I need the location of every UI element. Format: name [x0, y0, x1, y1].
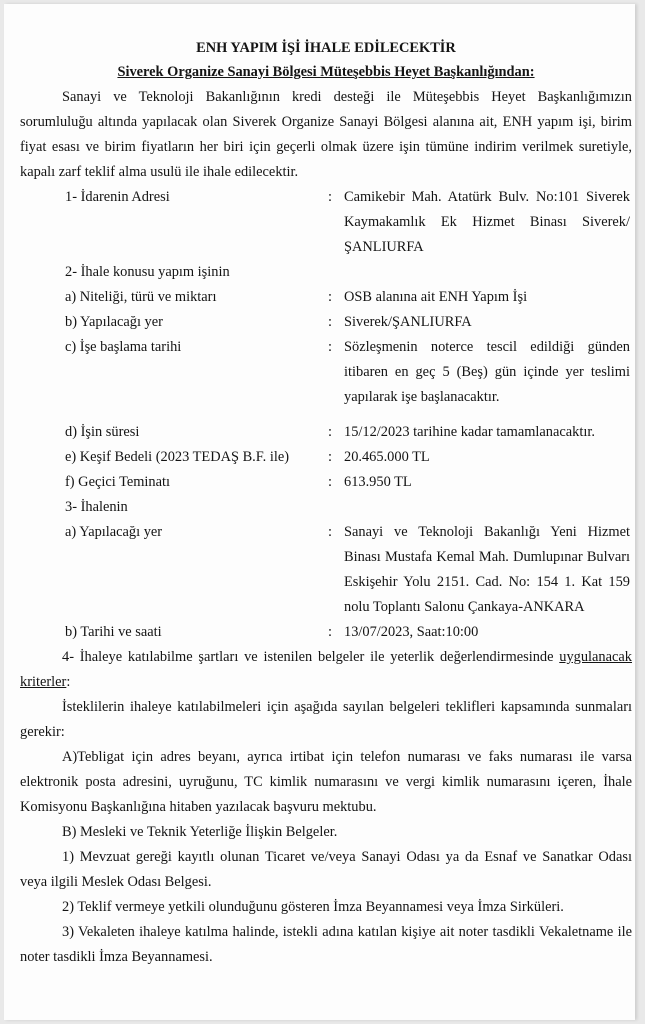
section-4-underlined: uygulanacak kriterler [20, 649, 632, 690]
intro-paragraph: Sanayi ve Teknoloji Bakanlığının kredi desteği ile Müteşebbis Heyet Başkanlığımızın sorumluluğu altında yapılacak olan Siverek Organize Sanayi Bölgesi alanına ait, ENH yapım işi, birim fiyat esası ve birim fiyatların her biri için geçerli olmak üzere işin tümüne indirim verilmek suretiyle, kapalı zarf teklif alma usulü ile ihale edilecektir. [20, 89, 632, 180]
item-colon: : [328, 524, 332, 540]
requirement-b-heading: B) Mesleki ve Teknik Yeterliğe İlişkin Belgeler. [62, 824, 338, 840]
item-label: e) Keşif Bedeli (2023 TEDAŞ B.F. ile) [65, 449, 290, 465]
item-colon: : [328, 449, 332, 465]
section-4-text: 4- İhaleye katılabilme şartları ve istenilen belgeler ile yeterlik değerlendirmesinde [62, 649, 554, 665]
document-page [4, 4, 635, 1020]
item-row [20, 470, 632, 495]
requirement-b3-paragraph: 3) Vekaleten ihaleye katılma halinde, istekli adına katılan kişiye ait noter tasdikli Vekaletname ile noter tasdikli İmza Beyannamesi. [20, 924, 632, 965]
item-row [20, 185, 632, 260]
item-colon: : [328, 289, 332, 305]
requirements-paragraph: İsteklilerin ihaleye katılabilmeleri için aşağıda sayılan belgeleri teklifleri kapsamında sunmaları gerekir: [20, 699, 632, 740]
item-row [20, 260, 632, 285]
item-value: OSB alanına ait ENH Yapım İşi [344, 289, 528, 305]
item-label: 2- İhale konusu yapım işinin [65, 264, 230, 280]
item-label: c) İşe başlama tarihi [65, 339, 182, 355]
item-label: a) Yapılacağı yer [65, 524, 163, 540]
item-colon: : [328, 314, 332, 330]
item-colon: : [328, 424, 332, 440]
item-value: Sözleşmenin noterce tescil edildiği günden itibaren en geç 5 (Beş) gün içinde yer teslimi yapılarak işe başlanacaktır. [344, 339, 630, 405]
item-value: Camikebir Mah. Atatürk Bulv. No:101 Siverek Kaymakamlık Ek Hizmet Binası Siverek/ŞANLIURFA [344, 189, 630, 255]
requirement-b2-paragraph: 2) Teklif vermeye yetkili olunduğunu gösteren İmza Beyannamesi veya İmza Sirküleri. [62, 899, 564, 915]
item-value [344, 470, 632, 495]
item-label: b) Tarihi ve saati [65, 624, 162, 640]
item-label: 3- İhalenin [65, 499, 128, 515]
requirement-b1-paragraph: 1) Mevzuat gereği kayıtlı olunan Ticaret ve/veya Sanayi Odası ya da Esnaf ve Sanatkar Odası veya ilgili Meslek Odası Belgesi. [20, 849, 632, 890]
item-label: 1- İdarenin Adresi [65, 189, 170, 205]
item-row [20, 310, 632, 335]
item-label: a) Niteliği, türü ve miktarı [65, 289, 217, 305]
item-colon: : [328, 474, 332, 490]
section-4-heading [20, 645, 632, 695]
item-row [20, 445, 632, 470]
item-row [20, 285, 632, 310]
guarantee-amount: 613.950 TL [344, 474, 412, 490]
item-row [20, 620, 632, 645]
item-value: 15/12/2023 tarihine kadar tamamlanacaktır. [344, 424, 595, 440]
issuer-heading: Siverek Organize Sanayi Bölgesi Müteşebbis Heyet Başkanlığından: [117, 64, 535, 80]
item-row [20, 520, 632, 620]
item-row [20, 495, 632, 520]
item-value: Siverek/ŞANLIURFA [344, 314, 472, 330]
item-value: 20.465.000 TL [344, 449, 430, 465]
section-4-tail: : [66, 674, 71, 690]
announcement-title: ENH YAPIM İŞİ İHALE EDİLECEKTİR [196, 40, 456, 56]
item-colon: : [328, 624, 332, 640]
item-value: Sanayi ve Teknoloji Bakanlığı Yeni Hizmet Binası Mustafa Kemal Mah. Dumlupınar Bulvarı Eskişehir Yolu 2151. Cad. No: 154 1. Kat 159 nolu Toplantı Salonu Çankaya-ANKARA [344, 524, 630, 615]
item-label: f) Geçici Teminatı [65, 474, 171, 490]
requirement-a-paragraph: A)Tebligat için adres beyanı, ayrıca irtibat için telefon numarası ve faks numarası ile varsa elektronik posta adresini, uyruğunu, TC kimlik numarasını ve vergi kimlik numarasını içeren, İhale Komisyonu Başkanlığına hitaben yazılacak başvuru mektubu. [20, 749, 632, 815]
item-row [20, 335, 632, 410]
item-colon: : [328, 189, 332, 205]
item-colon: : [328, 339, 332, 355]
item-label: d) İşin süresi [65, 424, 140, 440]
item-label: b) Yapılacağı yer [65, 314, 163, 330]
item-value: 13/07/2023, Saat:10:00 [344, 624, 479, 640]
item-row [20, 420, 632, 445]
document-content [20, 36, 632, 970]
